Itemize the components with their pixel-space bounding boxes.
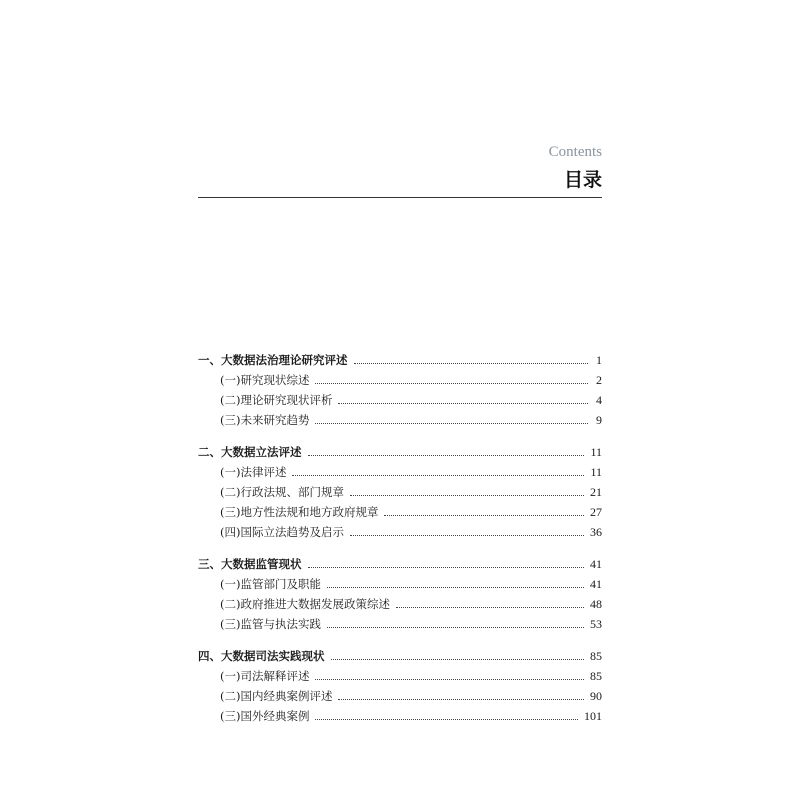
toc-section-entry[interactable] (198, 500, 602, 520)
page-number: 36 (590, 525, 602, 539)
page-number: 85 (590, 649, 602, 663)
dot-leader (292, 475, 584, 476)
toc-section-entry[interactable] (198, 408, 602, 428)
section-title: (一)司法解释评述 (220, 669, 310, 683)
dot-leader (308, 455, 585, 456)
page-number: 85 (590, 669, 602, 683)
toc-section-entry[interactable] (198, 684, 602, 704)
dot-leader (315, 383, 588, 384)
toc-chapter-3 (198, 552, 602, 632)
chapter-title: 二、大数据立法评述 (198, 445, 302, 459)
section-title: (二)行政法规、部门规章 (220, 485, 344, 499)
page-number: 9 (596, 413, 602, 427)
section-title: (三)地方性法规和地方政府规章 (220, 505, 379, 519)
toc-section-entry[interactable] (198, 368, 602, 388)
page-number: 11 (590, 445, 602, 459)
section-title: (一)监管部门及职能 (220, 577, 321, 591)
chapter-title: 三、大数据监管现状 (198, 557, 302, 571)
section-title: (二)理论研究现状评析 (220, 393, 333, 407)
dot-leader (315, 719, 578, 720)
page-number: 2 (596, 373, 602, 387)
dot-leader (384, 515, 584, 516)
page-number: 27 (590, 505, 602, 519)
header-divider (198, 197, 602, 198)
toc-section-entry[interactable] (198, 612, 602, 632)
page-number: 53 (590, 617, 602, 631)
page-number: 41 (590, 557, 602, 571)
toc-header (198, 140, 602, 194)
toc-chapter-entry[interactable] (198, 348, 602, 368)
page-number: 4 (596, 393, 602, 407)
page-number: 48 (590, 597, 602, 611)
toc-chapter-4 (198, 644, 602, 724)
page-number: 1 (596, 353, 602, 367)
page-number: 41 (590, 577, 602, 591)
dot-leader (338, 699, 584, 700)
contents-chinese-title: 目录 (563, 169, 602, 191)
chapter-title: 四、大数据司法实践现状 (198, 649, 325, 663)
toc-chapter-2 (198, 440, 602, 540)
dot-leader (350, 535, 584, 536)
dot-leader (354, 363, 589, 364)
toc-section-entry[interactable] (198, 592, 602, 612)
section-title: (三)未来研究趋势 (220, 413, 310, 427)
dot-leader (350, 495, 584, 496)
toc-chapter-1 (198, 348, 602, 428)
dot-leader (327, 587, 584, 588)
dot-leader (315, 679, 584, 680)
toc-section-entry[interactable] (198, 388, 602, 408)
chapter-title: 一、大数据法治理论研究评述 (198, 353, 348, 367)
toc-section-entry[interactable] (198, 704, 602, 724)
toc-section-entry[interactable] (198, 460, 602, 480)
page-number: 21 (590, 485, 602, 499)
toc-section-entry[interactable] (198, 572, 602, 592)
dot-leader (315, 423, 588, 424)
toc-chapter-entry[interactable] (198, 644, 602, 664)
section-title: (一)研究现状综述 (220, 373, 310, 387)
toc-section-entry[interactable] (198, 664, 602, 684)
section-title: (四)国际立法趋势及启示 (220, 525, 344, 539)
section-title: (三)国外经典案例 (220, 709, 310, 723)
toc-chapter-entry[interactable] (198, 552, 602, 572)
section-title: (二)政府推进大数据发展政策综述 (220, 597, 390, 611)
page-number: 11 (590, 465, 602, 479)
contents-english-title: Contents (548, 144, 602, 160)
section-title: (一)法律评述 (220, 465, 287, 479)
page-number: 101 (584, 709, 602, 723)
dot-leader (327, 627, 584, 628)
dot-leader (396, 607, 584, 608)
toc-section-entry[interactable] (198, 520, 602, 540)
dot-leader (338, 403, 588, 404)
dot-leader (331, 659, 585, 660)
page-number: 90 (590, 689, 602, 703)
table-of-contents (198, 348, 602, 736)
dot-leader (308, 567, 585, 568)
toc-chapter-entry[interactable] (198, 440, 602, 460)
toc-section-entry[interactable] (198, 480, 602, 500)
section-title: (三)监管与执法实践 (220, 617, 321, 631)
section-title: (二)国内经典案例评述 (220, 689, 333, 703)
